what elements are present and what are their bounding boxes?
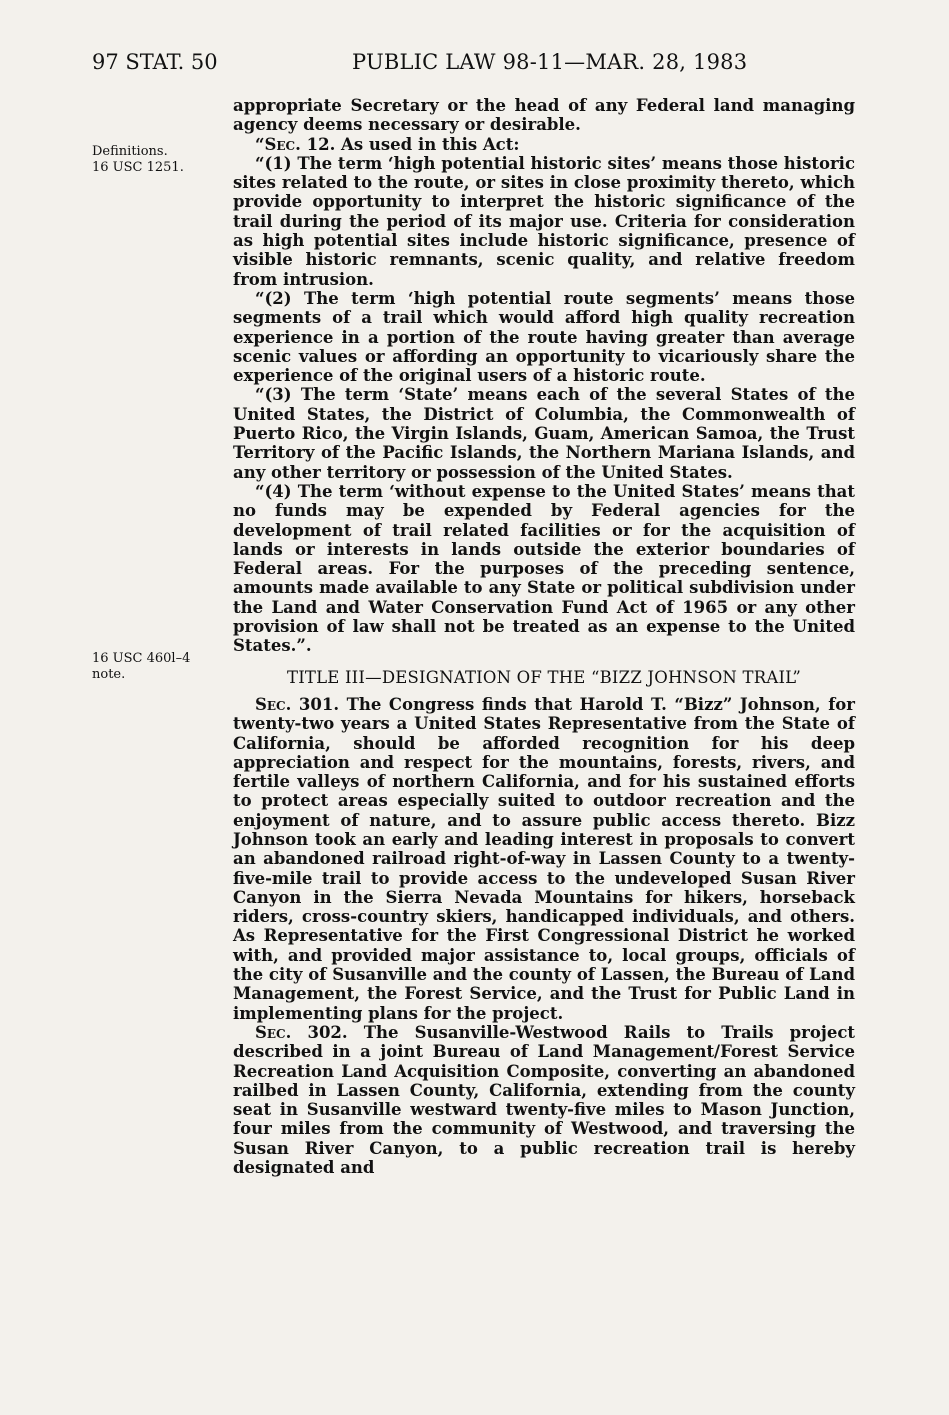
- definition-4: “(4) The term ‘without expense to the United States’ means that no funds may be expended by Federal agencies for the development of trail related facilities or for the acquisition of lands or interests in lands outside the exterior boundaries of Federal areas. For the purposes of the preceding sentence, amounts made available to any State or political subdivision under the Land and Water Conservation Fund Act of 1965 or any other provision of law shall not be treated as an expense to the United States.”.: [233, 481, 855, 656]
- margin-note-definitions-label: Definitions.: [92, 144, 168, 159]
- margin-note-definitions: [92, 144, 222, 176]
- margin-note-usc-citation: 16 USC 460l–4: [92, 651, 191, 666]
- sec12-open-quote: “: [255, 134, 265, 154]
- section-12-heading: [233, 135, 855, 154]
- sec12-label: Sec.: [264, 134, 301, 154]
- definition-2: “(2) The term ‘high potential route segments’ means those segments of a trail which would afford high quality recreation experience in a portion of the route having greater than average scenic values or affording an opportunity to vicariously share the experience of the original users of a historic route.: [233, 288, 855, 386]
- margin-note-usc-note: note.: [92, 667, 126, 682]
- definition-1: “(1) The term ‘high potential historic sites’ means those historic sites related to the route, or sites in close proximity thereto, which provide opportunity to interpret the historic significance of the trail during the period of its major use. Criteria for consideration as high potential sites include historic significance, presence of visible historic remnants, scenic quality, and relative freedom from intrusion.: [233, 153, 855, 289]
- definition-3: “(3) The term ‘State’ means each of the several States of the United States, the District of Columbia, the Commonwealth of Puerto Rico, the Virgin Islands, Guam, American Samoa, the Trust Territory of the Pacific Islands, the Northern Mariana Islands, and any other territory or possession of the United States.: [233, 385, 855, 482]
- sec301-text: 301. The Congress finds that Harold T. “Bizz” Johnson, for twenty-two years a United States Representative from the State of California, should be afforded recognition for his deep appreciation and respect for the mountains, forests, rivers, and fertile valleys of northern California, and for his sustained efforts to protect areas especially suited to outdoor recreation and the enjoyment of nature, and to assure public access thereto. Bizz Johnson took an early and leading interest in proposals to convert an abandoned railroad right-of-way in Lassen County to a twenty-five-mile trail to provide access to the undeveloped Susan River Canyon in the Sierra Nevada Mountains for hikers, horseback riders, cross-country skiers, handicapped individuals, and others. As Representative for the First Congressional District he worked with, and provided major assistance to, local groups, officials of the city of Susanville and the county of Lassen, the Bureau of Land Management, the Forest Service, and the Trust for Public Land in implementing plans for the project.: [233, 694, 855, 1023]
- page-header: [92, 50, 857, 74]
- margin-note-usc: [92, 651, 222, 683]
- page-number: 97 STAT. 50: [92, 50, 218, 74]
- sec302-label: Sec.: [255, 1022, 292, 1042]
- paragraph-continuation: appropriate Secretary or the head of any Federal land managing agency deems necessary or desirable.: [233, 96, 855, 135]
- sec301-label: Sec.: [255, 694, 292, 714]
- section-302: [233, 1023, 855, 1177]
- sec302-text: 302. The Susanville-Westwood Rails to Trails project described in a joint Bureau of Land Management/Forest Service Recreation Land Acquisition Composite, converting an abandoned railbed in Lassen County, California, extending from the county seat in Susanville westward twenty-five miles to Mason Junction, four miles from the community of Westwood, and traversing the Susan River Canyon, to a public recreation trail is hereby designated and: [233, 1022, 855, 1178]
- section-301: [233, 695, 855, 1023]
- sec12-text: 12. As used in this Act:: [300, 134, 520, 154]
- running-title: PUBLIC LAW 98-11—MAR. 28, 1983: [352, 50, 748, 74]
- margin-note-definitions-citation: 16 USC 1251.: [92, 160, 184, 175]
- title-iii-heading: TITLE III—DESIGNATION OF THE “BIZZ JOHNSON TRAIL”: [286, 667, 802, 687]
- body-text: [233, 96, 855, 1177]
